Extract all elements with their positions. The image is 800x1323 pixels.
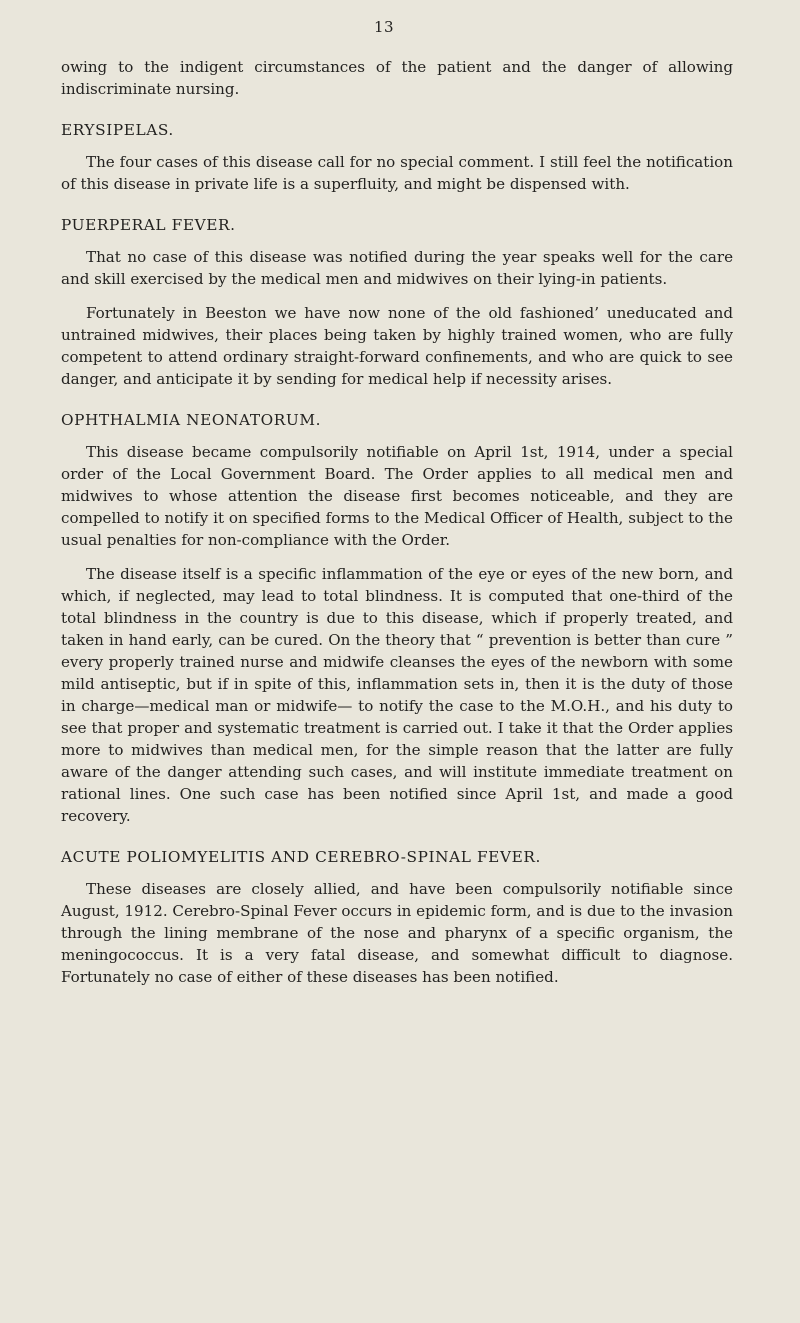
intro-paragraph: owing to the indigent circumstances of the patient and the danger of allowing indiscriminate nursing. [61, 58, 733, 98]
document-body [61, 56, 733, 988]
heading-ophthalmia-neonatorum: OPHTHALMIA NEONATORUM. [61, 411, 322, 429]
ophthalmia-paragraph-2: The disease itself is a specific inflammation of the eye or eyes of the new born, and which, if neglected, may lead to total blindness. It is computed that one-third of the total blindness in the country is due to this disease, which if properly treated, and taken in hand early, can be cured. On the theory that “ prevention is better than cure ” every properly trained nurse and midwife cleanses the eyes of the newborn with some mild antiseptic, but if in spite of this, inflammation sets in, then it is the duty of those in charge—medical man or midwife— to notify the case to the M.O.H., and his duty to see that proper and systematic treatment is carried out. I take it that the Order applies more to midwives than medical men, for the simple reason that the latter are fully aware of the danger attending such cases, and will institute immediate treatment on rational lines. One such case has been notified since April 1st, and made a good recovery. [61, 565, 733, 825]
puerperal-paragraph-1: That no case of this disease was notified during the year speaks well for the care and skill exercised by the medical men and midwives on their lying-in patients. [61, 248, 733, 288]
poliomyelitis-paragraph: These diseases are closely allied, and have been compulsorily notifiable since August, 1912. Cerebro-Spinal Fever occurs in epidemic form, and is due to the invasion through the lining membrane of the nose and pharynx of a specific organism, the meningococcus. It is a very fatal disease, and somewhat difficult to diagnose. Fortunately no case of either of these diseases has been notified. [61, 880, 733, 986]
heading-poliomyelitis-cerebro-spinal: ACUTE POLIOMYELITIS AND CEREBRO-SPINAL FEVER. [61, 848, 541, 866]
puerperal-paragraph-2: Fortunately in Beeston we have now none of the old fashioned’ uneducated and untrained midwives, their places being taken by highly trained women, who are fully competent to attend ordinary straight-forward confinements, and who are quick to see danger, and anticipate it by sending for medical help if necessity arises. [61, 304, 733, 388]
heading-erysipelas: ERYSIPELAS. [61, 121, 174, 139]
heading-puerperal-fever: PUERPERAL FEVER. [61, 216, 236, 234]
ophthalmia-paragraph-1: This disease became compulsorily notifiable on April 1st, 1914, under a special order of the Local Government Board. The Order applies to all medical men and midwives to whose attention the disease first becomes noticeable, and they are compelled to notify it on specified forms to the Medical Officer of Health, subject to the usual penalties for non-compliance with the Order. [61, 443, 733, 549]
page-number: 13 [374, 18, 395, 36]
erysipelas-paragraph: The four cases of this disease call for no special comment. I still feel the notification of this disease in private life is a superfluity, and might be dispensed with. [61, 153, 733, 193]
